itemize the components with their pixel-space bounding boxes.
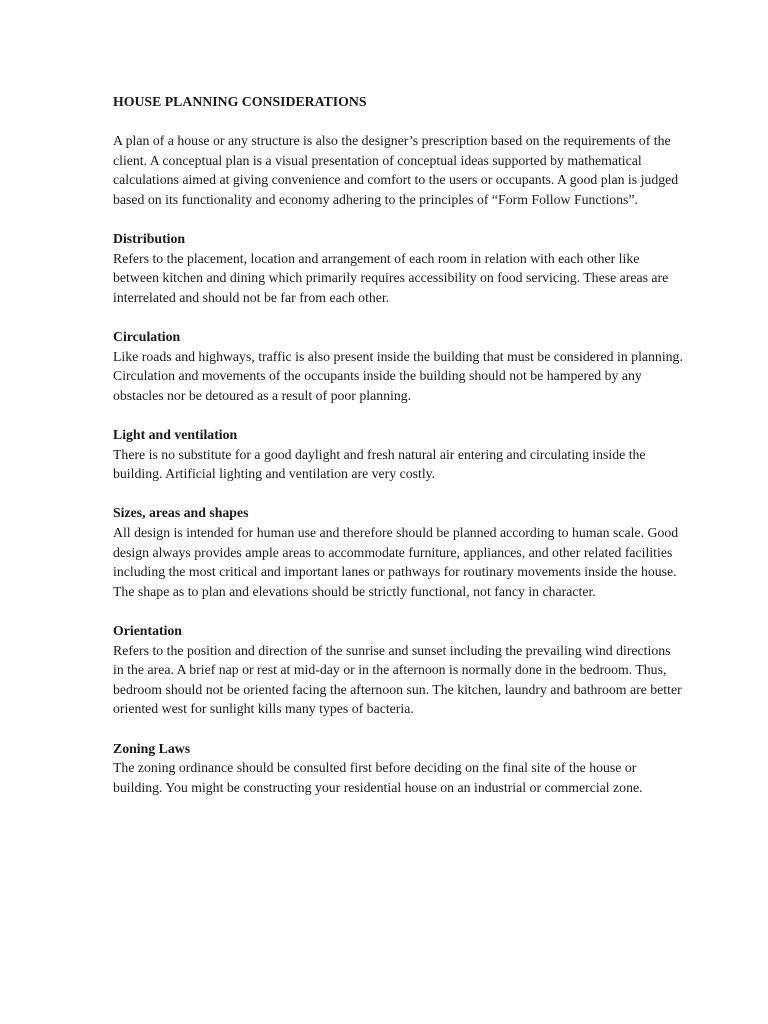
section-body: Like roads and highways, traffic is also present inside the building that must be considered in planning. Circulation and movements of the occupants inside the building should not be hampered by any obstacles nor be detoured as a result of poor planning.: [113, 348, 683, 403]
section-sizes-areas-shapes: [113, 503, 683, 601]
section-circulation: [113, 327, 683, 405]
section-body: There is no substitute for a good daylight and fresh natural air entering and circulating inside the building. Artificial lighting and ventilation are very costly.: [113, 446, 646, 482]
section-zoning-laws: [113, 739, 683, 798]
section-body: The zoning ordinance should be consulted first before deciding on the final site of the house or building. You might be constructing your residential house on an industrial or commercial zone.: [113, 760, 643, 795]
intro-paragraph: A plan of a house or any structure is also the designer’s prescription based on the requirements of the client. A conceptual plan is a visual presentation of conceptual ideas supported by mathematical calculations aimed at giving convenience and comfort to the users or occupants. A good plan is judged based on its functionality and economy adhering to the principles of “Form Follow Functions”.: [113, 133, 679, 207]
section-heading: Sizes, areas and shapes: [113, 505, 249, 521]
section-heading: Circulation: [113, 329, 181, 345]
document-title: HOUSE PLANNING CONSIDERATIONS: [113, 94, 367, 109]
section-heading: Zoning Laws: [113, 740, 191, 756]
section-light-ventilation: [113, 425, 683, 484]
section-heading: Orientation: [113, 623, 182, 639]
section-heading: Distribution: [113, 231, 186, 247]
section-body: Refers to the position and direction of the sunrise and sunset including the prevailing wind directions in the area. A brief nap or rest at mid-day or in the afternoon is normally done in the bedroom. Thus, bedroom should not be oriented facing the afternoon sun. The kitchen, laundry and bathroom are better oriented west for sunlight kills many types of bacteria.: [113, 642, 682, 717]
section-heading: Light and ventilation: [113, 427, 238, 443]
section-distribution: [113, 229, 683, 307]
section-body: All design is intended for human use and therefore should be planned according to human scale. Good design always provides ample areas to accommodate furniture, appliances, and other related facilities including the most critical and important lanes or pathways for routinary movements inside the house. The shape as to plan and elevations should be strictly functional, not fancy in character.: [113, 525, 679, 599]
section-orientation: [113, 621, 683, 719]
section-body: Refers to the placement, location and arrangement of each room in relation with each other like between kitchen and dining which primarily requires accessibility on food servicing. These areas are interrelated and should not be far from each other.: [113, 250, 669, 305]
document-page: [113, 92, 683, 817]
